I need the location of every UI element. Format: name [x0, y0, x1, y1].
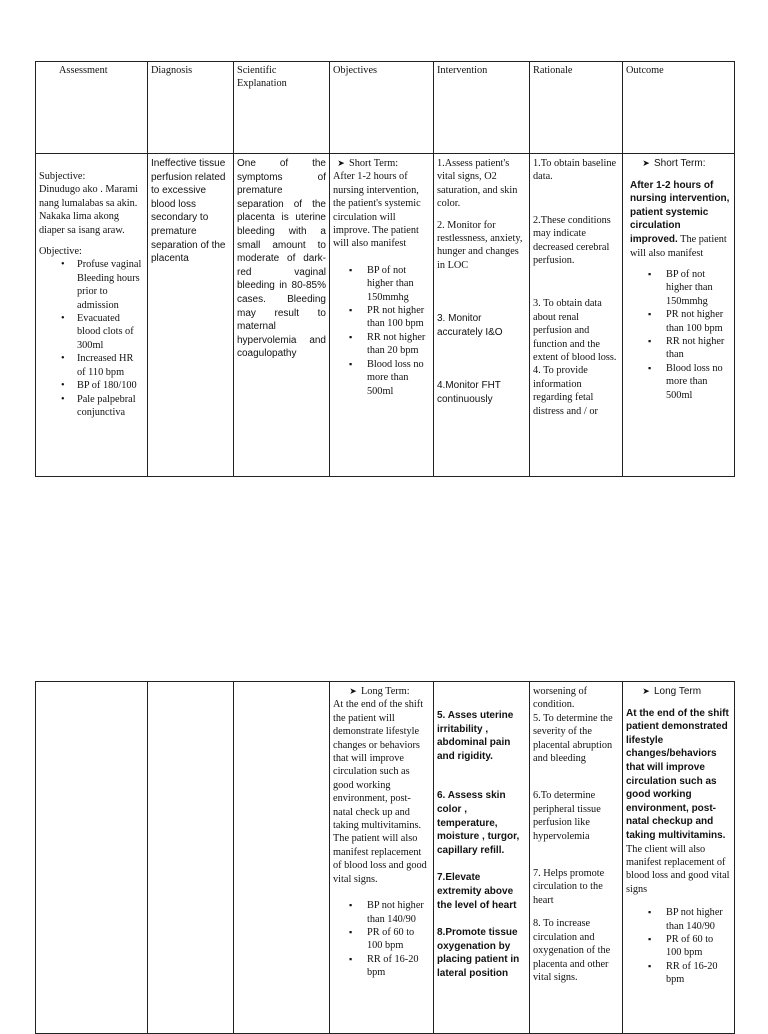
objectives-long-term-heading: Long Term: — [361, 686, 410, 697]
intervention-item: 5. Asses uterine irritability , abdominal pain and rigidity. — [437, 710, 514, 762]
rationale-item: 1.To obtain baseline data. — [533, 158, 617, 183]
outcome-long-term-bold-text: At the end of the shift patient demonstrated lifestyle changes/behaviors that will improve circulation such as good working environment, post-natal checkup and taking multivitamins. — [626, 707, 729, 841]
rationale-item: worsening of condition. — [533, 686, 588, 711]
care-plan-table-1 — [35, 61, 735, 477]
subjective-label: Subjective: — [39, 171, 86, 182]
rationale-item: 2.These conditions may indicate decreased cerebral perfusion. — [533, 214, 611, 267]
rationale-item: 8. To increase circulation and oxygenation of the placenta and other vital signs. — [533, 918, 611, 983]
assessment-cell — [36, 154, 148, 477]
objective-target-item: ▪ PR of 60 to 100 bpm — [349, 926, 430, 953]
objective-label: Objective: — [39, 246, 82, 258]
plan-row-2 — [36, 682, 735, 1034]
arrow-bullet-icon: ➤ — [642, 158, 650, 168]
scientific-explanation-cell — [234, 154, 330, 477]
objectives-long-term-list — [349, 899, 430, 979]
outcome-target-item: ▪ RR of 16-20 bpm — [648, 960, 731, 987]
scientific-explanation-text: One of the symptoms of premature separation of the placenta is uterine bleeding with a small amount to moderate of dark-red vaginal bleeding in 80-85% cases. Bleeding may result to maternal hypervolemia and coagulopathy — [237, 158, 326, 360]
objective-list — [61, 258, 144, 419]
outcome-cell — [623, 154, 735, 477]
outcome-long-term-text: The client will also manifest replacement of blood loss and good vital signs — [626, 843, 730, 895]
plan-row-1 — [36, 154, 735, 477]
intervention-item: 3. Monitor accurately I&O — [437, 313, 503, 338]
outcome-target-item: ▪ BP of not higher than 150mmhg — [648, 268, 731, 308]
subjective-text: Dinudugo ako . Marami nang lumalabas sa akin. Nakaka lima akong diaper sa isang araw. — [39, 184, 138, 236]
objective-target-item: ▪ RR not higher than 20 bpm — [349, 331, 430, 358]
assessment-cell-empty — [36, 682, 148, 1034]
header-diagnosis: Diagnosis — [148, 62, 234, 154]
outcome-target-item: ▪ RR not higher than — [648, 335, 731, 362]
outcome-short-term-list — [648, 268, 731, 402]
scientific-explanation-cell-empty — [234, 682, 330, 1034]
objectives-short-term-heading: Short Term: — [349, 158, 399, 169]
objectives-short-term-list — [349, 264, 430, 398]
diagnosis-text: Ineffective tissue perfusion related to excessive blood loss secondary to premature separation of the placenta — [151, 158, 226, 265]
rationale-item: 3. To obtain data about renal perfusion and function and the extent of blood loss. — [533, 298, 617, 364]
outcome-long-term-heading: Long Term — [654, 686, 702, 697]
intervention-item: 8.Promote tissue oxygenation by placing patient in lateral position — [437, 927, 520, 979]
intervention-item: 6. Assess skin color , temperature, moisture , turgor, capillary refill. — [437, 790, 520, 856]
intervention-cell — [434, 154, 530, 477]
header-scientific-explanation: Scientific Explanation — [234, 62, 330, 154]
header-intervention: Intervention — [434, 62, 530, 154]
rationale-item: 5. To determine the severity of the placental abruption and bleeding — [533, 712, 613, 765]
outcome-target-item: ▪ Blood loss no more than 500ml — [648, 362, 731, 402]
objective-item: • BP of 180/100 — [61, 379, 144, 392]
intervention-cell-2 — [434, 682, 530, 1034]
outcome-long-term-list — [648, 906, 731, 986]
diagnosis-cell-empty — [148, 682, 234, 1034]
rationale-cell — [530, 154, 623, 477]
outcome-target-item: ▪ PR not higher than 100 bpm — [648, 308, 731, 335]
outcome-target-item: ▪ BP not higher than 140/90 — [648, 906, 731, 933]
outcome-target-item: ▪ PR of 60 to 100 bpm — [648, 933, 731, 960]
objectives-long-term-cell — [330, 682, 434, 1034]
intervention-item: 2. Monitor for restlessness, anxiety, hunger and changes in LOC — [437, 219, 523, 271]
objective-item: • Evacuated blood clots of 300ml — [61, 312, 144, 352]
header-row — [36, 62, 735, 154]
intervention-item: 4.Monitor FHT continuously — [437, 380, 501, 406]
objective-target-item: ▪ PR not higher than 100 bpm — [349, 304, 430, 331]
arrow-bullet-icon: ➤ — [349, 686, 357, 696]
arrow-bullet-icon: ➤ — [337, 158, 345, 168]
outcome-short-term-text: The patient will also manifest — [630, 233, 727, 259]
care-plan-table-2 — [35, 681, 735, 1034]
objective-target-item: ▪ BP of not higher than 150mmhg — [349, 264, 430, 304]
diagnosis-cell — [148, 154, 234, 477]
outcome-long-term-cell — [623, 682, 735, 1034]
intervention-item: 1.Assess patient's vital signs, O2 saturation, and skin color. — [437, 158, 518, 210]
header-rationale: Rationale — [530, 62, 623, 154]
intervention-item: 7.Elevate extremity above the level of heart — [437, 872, 517, 911]
objective-item: • Profuse vaginal Bleeding hours prior to admission — [61, 258, 144, 312]
objectives-short-term-text: After 1-2 hours of nursing intervention, the patient's systemic circulation will improve. The patient will also manifest — [333, 171, 421, 250]
objectives-long-term-text: At the end of the shift the patient will demonstrate lifestyle changes or behaviors that will improve circulation such as good working environment, post-natal check up and taking multivitamins. The patient will also manifest replacement of blood loss and good vital signs. — [333, 699, 427, 885]
objective-item: • Pale palpebral conjunctiva — [61, 393, 144, 420]
outcome-short-term-bold-text: After 1-2 hours of nursing intervention, patient systemic circulation improved. — [630, 179, 730, 245]
rationale-item: 7. Helps promote circulation to the heart — [533, 868, 605, 906]
arrow-bullet-icon: ➤ — [642, 686, 650, 696]
rationale-cell-2 — [530, 682, 623, 1034]
objective-item: • Increased HR of 110 bpm — [61, 352, 144, 379]
objectives-cell — [330, 154, 434, 477]
header-objectives: Objectives — [330, 62, 434, 154]
objective-target-item: ▪ Blood loss no more than 500ml — [349, 358, 430, 398]
outcome-short-term-heading: Short Term: — [654, 158, 706, 169]
rationale-item: 4. To provide information regarding fetal distress and / or — [533, 365, 598, 417]
header-outcome: Outcome — [623, 62, 735, 154]
header-assessment: Assessment — [36, 62, 148, 154]
rationale-item: 6.To determine peripheral tissue perfusion like hypervolemia — [533, 790, 601, 842]
objective-target-item: ▪ RR of 16-20 bpm — [349, 953, 430, 980]
objective-target-item: ▪ BP not higher than 140/90 — [349, 899, 430, 926]
